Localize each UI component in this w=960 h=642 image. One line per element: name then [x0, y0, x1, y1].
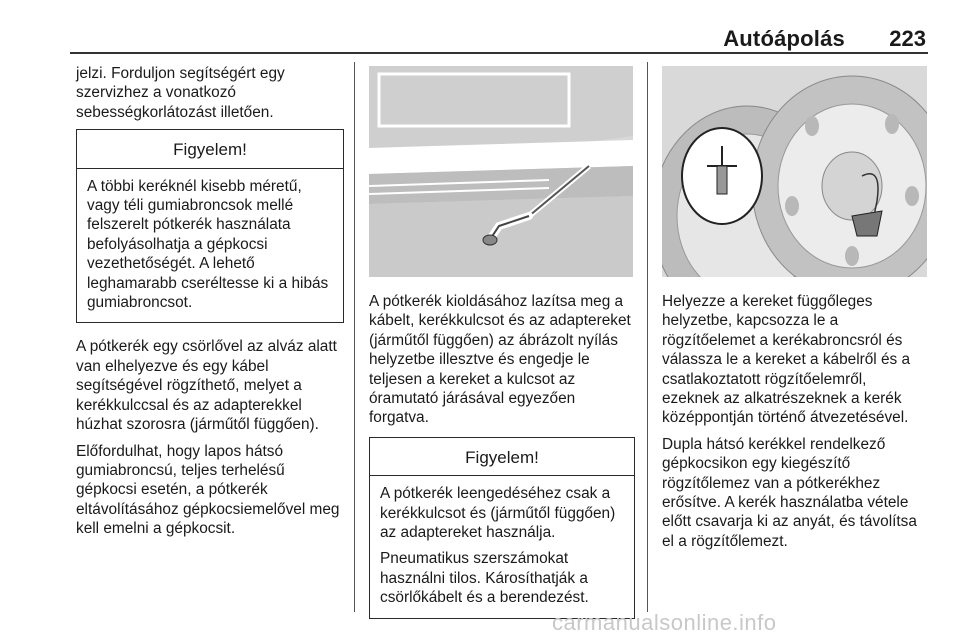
warning-box-1 — [76, 129, 344, 323]
column-divider-right — [647, 62, 648, 612]
warning-text-2b: Pneumatikus szerszámokat használni tilos. Károsíthatják a csörlőkábelt és a berendezést. — [380, 550, 589, 607]
warning-title: Figyelem! — [77, 130, 343, 168]
paragraph-release: A pótkerék kioldásához lazítsa meg a kábelt, kerékkulcsot és az adaptereket (járműtől függően) az ábrázolt nyílás helyzetbe illesztve és engedje le teljesen a kereket a kulcsot az óramutató járásával egyezően forgatva. — [369, 293, 631, 427]
illustration-spare-wheel — [662, 66, 927, 277]
illustration-wrench — [369, 66, 633, 277]
paragraph-double-wheel: Dupla hátsó kerékkel rendelkező gépkocsikon egy kiegészítő rögzítőlemez van a pótkerékhez erősítve. A kerék használatba vétele előtt csavarja ki az anyát, és távolítsa el a rögzítőlemezt. — [662, 435, 917, 550]
column-1 — [76, 64, 344, 546]
warning-box-2 — [369, 437, 635, 619]
warning-text: A többi keréknél kisebb méretű, vagy téli gumiabroncsok mellé felszerelt pótkerék használata befolyásolhatja a gépkocsi vezethetőségét. A lehető leghamarabb cseréltesse ki a hibás gumiabroncsot. — [87, 177, 329, 312]
paragraph-winch: A pótkerék egy csörlővel az alváz alatt van elhelyezve és egy kábel segítségével rögzíthető, melyet a kerékkulccsal és az adapterekkel húzhat szorosra (járműtől függően). — [76, 338, 337, 434]
warning-title-2: Figyelem! — [370, 438, 634, 476]
column-divider-left — [354, 62, 355, 612]
warning-text-2a: A pótkerék leengedéséhez csak a kerékkulcsot és (járműtől függően) az adaptereket használja. — [380, 485, 616, 542]
paragraph-jack: Előfordulhat, hogy lapos hátsó gumiabroncsú, teljes terhelésű gépkocsi esetén, a pótkerék eltávolításához gépkocsiemelővel meg kell emelni a gépkocsit. — [76, 442, 340, 538]
section-title: Autóápolás — [723, 26, 845, 51]
header-rule — [70, 52, 928, 54]
page-number: 223 — [889, 26, 926, 51]
watermark: carmanualsonline.info — [552, 610, 777, 635]
intro-paragraph: jelzi. Forduljon segítségért egy szervizhez a vonatkozó sebességkorlátozást illetően. — [76, 65, 285, 121]
paragraph-wheel-position: Helyezze a kereket függőleges helyzetbe, kapcsozza le a rögzítőelemet a kerékabroncsról és válassza le a kereket a kábelről és a csatlakoztatott rögzítőelemről, ezeknek az alkatrészeknek a kerék középpontján történő átvezetésével. — [662, 293, 911, 427]
column-3 — [662, 292, 928, 558]
column-2 — [369, 292, 635, 619]
